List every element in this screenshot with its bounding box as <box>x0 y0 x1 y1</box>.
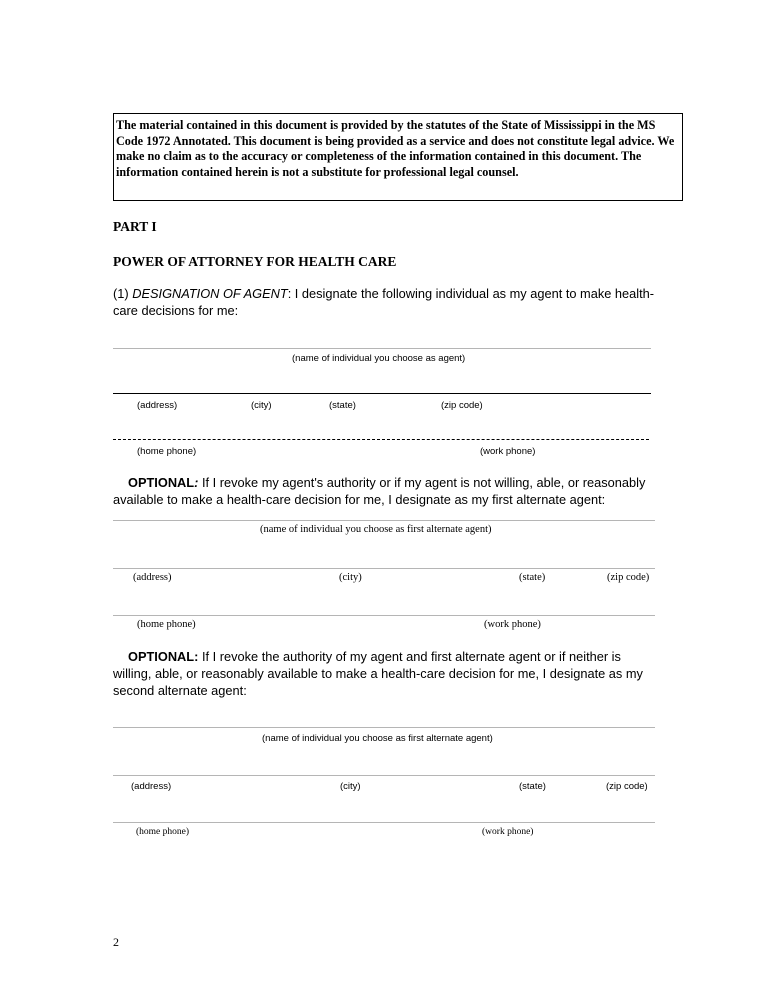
agent-name-caption: (name of individual you choose as agent) <box>292 353 466 364</box>
alternate2-home-phone-caption: (home phone) <box>136 827 190 837</box>
alternate1-home-phone-caption: (home phone) <box>137 619 196 630</box>
alternate1-name-line[interactable] <box>113 520 655 521</box>
optional1-paragraph <box>113 474 658 508</box>
optional2-label: OPTIONAL: <box>128 649 199 664</box>
optional1-text: If I revoke my agent's authority or if my agent is not willing, able, or reasonably available to make a health-care decision for me, I designate as my first alternate agent: <box>113 475 646 507</box>
alternate2-phone-line[interactable] <box>113 822 655 823</box>
alternate1-state-caption: (state) <box>519 572 546 583</box>
part-heading: PART I <box>113 219 157 234</box>
alternate2-state-caption: (state) <box>519 781 546 792</box>
agent-home-phone-caption: (home phone) <box>137 446 197 457</box>
alternate1-name-caption: (name of individual you choose as first alternate agent) <box>260 524 492 535</box>
section-heading: POWER OF ATTORNEY FOR HEALTH CARE <box>113 254 397 269</box>
alternate2-work-phone-caption: (work phone) <box>482 827 534 837</box>
designation-number: (1) <box>113 286 133 301</box>
alternate1-phone-line[interactable] <box>113 615 655 616</box>
alternate1-address-line[interactable] <box>113 568 655 569</box>
alternate2-address-caption: (address) <box>131 781 172 792</box>
alternate2-name-caption: (name of individual you choose as first alternate agent) <box>262 733 493 744</box>
designation-label: DESIGNATION OF AGENT <box>132 286 288 301</box>
page-number: 2 <box>113 935 119 949</box>
optional2-paragraph <box>113 648 661 699</box>
alternate1-address-caption: (address) <box>133 572 172 583</box>
alternate2-name-line[interactable] <box>113 727 655 728</box>
optional1-colon: : <box>194 475 199 490</box>
alternate1-city-caption: (city) <box>339 572 362 583</box>
agent-name-line[interactable] <box>113 348 651 349</box>
alternate1-work-phone-caption: (work phone) <box>484 619 541 630</box>
optional1-label: OPTIONAL <box>128 475 195 490</box>
alternate2-zip-caption: (zip code) <box>606 781 648 792</box>
disclaimer-box <box>113 113 683 201</box>
optional2-text: If I revoke the authority of my agent and first alternate agent or if neither is willing, able, or reasonably available to make a health-care decision for me, I designate as my second alternate agent: <box>113 649 643 698</box>
alternate1-zip-caption: (zip code) <box>607 572 650 583</box>
agent-work-phone-caption: (work phone) <box>480 446 536 457</box>
designation-paragraph <box>113 285 668 319</box>
agent-address-line[interactable] <box>113 393 651 394</box>
agent-state-caption: (state) <box>329 400 356 411</box>
agent-zip-caption: (zip code) <box>441 400 483 411</box>
agent-address-caption: (address) <box>137 400 178 411</box>
alternate2-city-caption: (city) <box>340 781 361 792</box>
alternate2-address-line[interactable] <box>113 775 655 776</box>
disclaimer-text: The material contained in this document is provided by the statutes of the State of Mississippi in the MS Code 1972 Annotated. This document is being provided as a service and does not constitute legal advice. We make no claim as to the accuracy or completeness of the information contained in this document. The information contained herein is not a substitute for professional legal counsel. <box>116 118 675 179</box>
agent-phone-line[interactable] <box>113 439 649 440</box>
designation-text: : I designate the following individual as my agent to make health-care decisions for me: <box>113 286 655 318</box>
agent-city-caption: (city) <box>251 400 272 411</box>
